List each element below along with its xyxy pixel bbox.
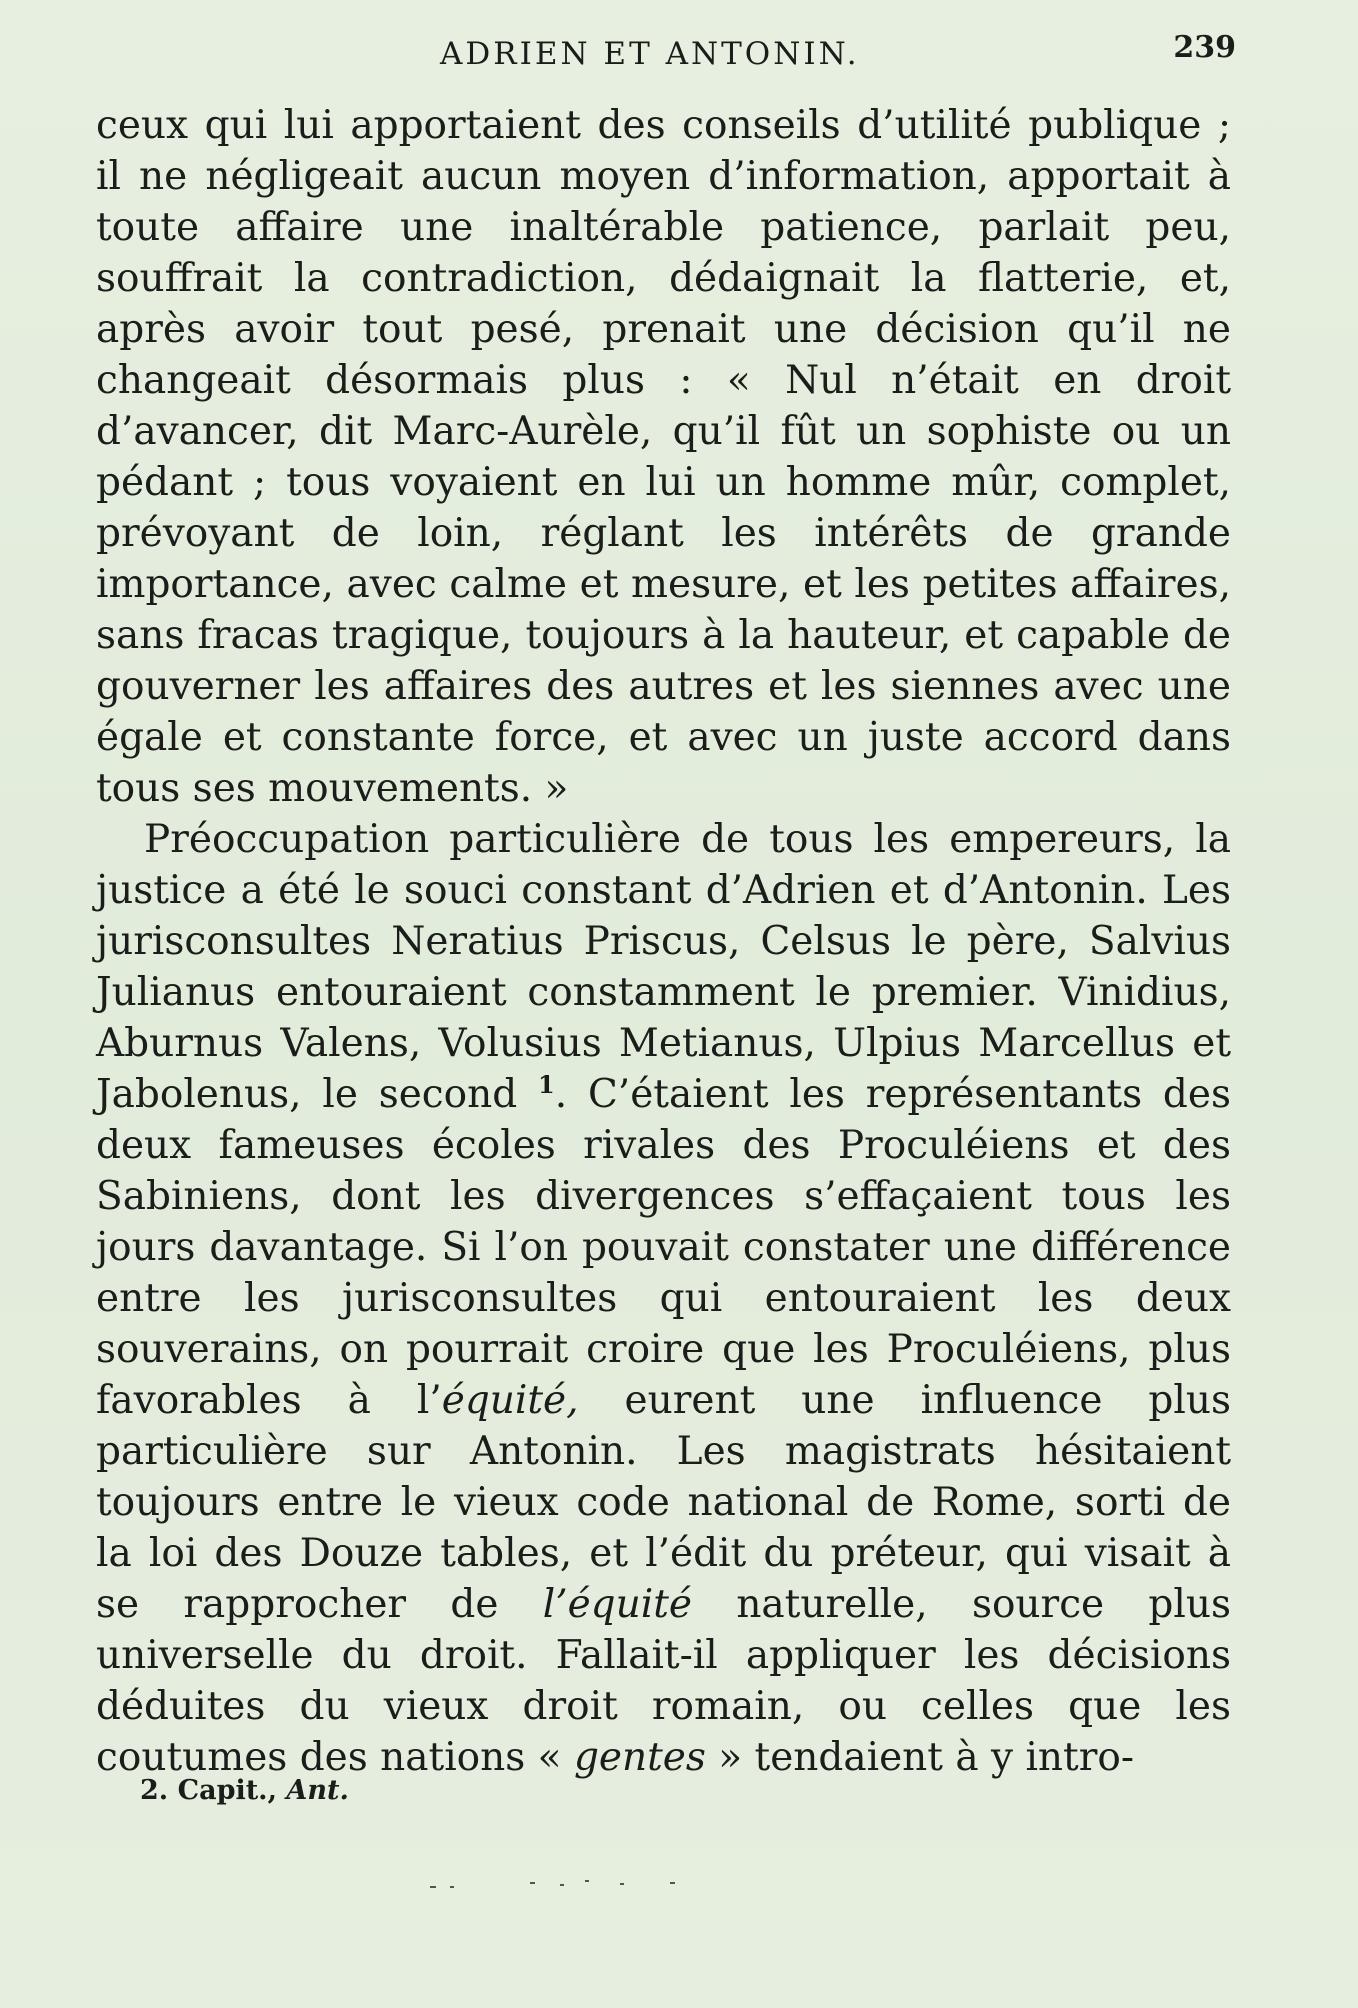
running-title: ADRIEN ET ANTONIN. (440, 36, 860, 72)
gentes-italic: gentes (573, 1735, 706, 1780)
footnote-source: Capit., (177, 1775, 277, 1806)
paragraph-2-part-c: eurent une influence plus particulière sur Antonin. Les magistrats hésitaient toujours entre le vieux code national de Rome, sorti de la loi des Douze tables, et l’édit du préteur, qui visait à se rapprocher de (96, 1378, 1231, 1627)
footnote (140, 1775, 349, 1806)
equite-italic-1: équité, (441, 1378, 579, 1423)
paragraph-2-part-b: . C’étaient les représentants des deux fameuses écoles rivales des Proculéiens et des Sabiniens, dont les divergences s’effaçaient tous les jours davantage. Si l’on pouvait constater une différence entre les jurisconsultes qui entouraient les deux souverains, on pourrait croire que les Proculéiens, plus favorables à l’ (96, 1072, 1231, 1423)
paragraph-2-part-e: » tendaient à y intro- (705, 1735, 1135, 1780)
footnote-number: 2. (140, 1775, 169, 1806)
paragraph-2-part-a: Préoccupation particulière de tous les empereurs, la justice a été le souci constant d’Adrien et d’Antonin. Les jurisconsultes Neratius Priscus, Celsus le père, Salvius Julianus entouraient constamment le premier. Vinidius, Aburnus Valens, Volusius Metianus, Ulpius Marcellus et Jabolenus, le second (96, 817, 1231, 1117)
running-head (0, 30, 1358, 80)
paragraph-2-part-d: naturelle, source plus universelle du droit. Fallait-il appliquer les décisions déduites du vieux droit romain, ou celles que les coutumes des nations « (96, 1582, 1232, 1780)
equite-italic-2: l’équité (542, 1582, 692, 1627)
paragraph-2 (96, 814, 1231, 1783)
paragraph-1: ceux qui lui apportaient des conseils d’utilité publique ; il ne négligeait aucun moyen d’information, apportait à toute affaire une inaltérable patience, parlait peu, souffrait la contradiction, dédaignait la flatterie, et, après avoir tout pesé, prenait une décision qu’il ne changeait désormais plus : « Nul n’était en droit d’avancer, dit Marc-Aurèle, qu’il fût un sophiste ou un pédant ; tous voyaient en lui un homme mûr, complet, prévoyant de loin, réglant les intérêts de grande importance, avec calme et mesure, et les petites affaires, sans fracas tragique, toujours à la hauteur, et capable de gouverner les affaires des autres et les siennes avec une égale et constante force, et avec un juste accord dans tous ses mouvements. » (96, 103, 1231, 811)
page-number: 239 (1173, 30, 1236, 65)
footnote-reference: 1 (538, 1070, 555, 1099)
print-specks-decoration (420, 1878, 840, 1894)
footnote-work: Ant. (286, 1775, 349, 1806)
body-text (96, 100, 1231, 1783)
